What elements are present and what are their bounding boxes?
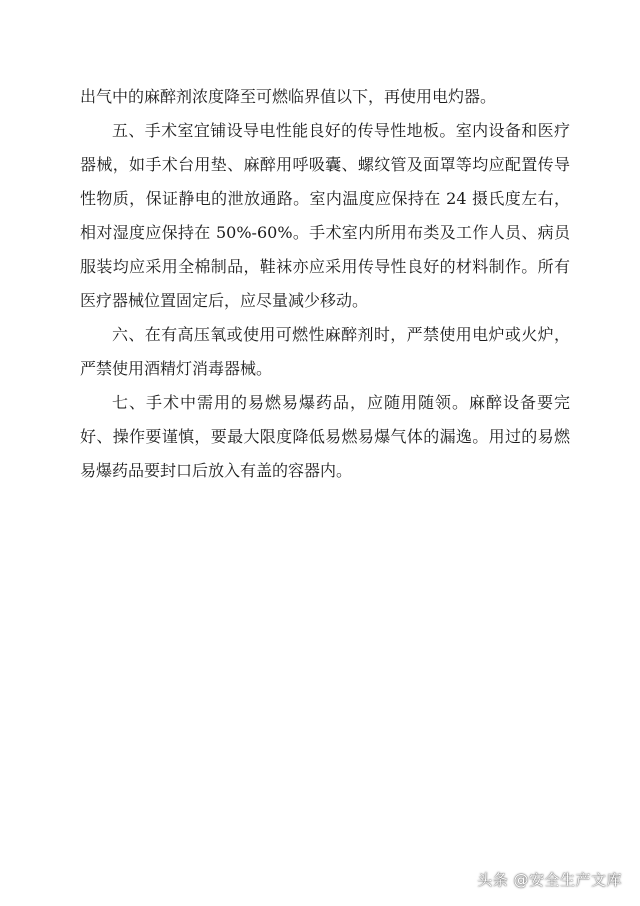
watermark-label: 头条 @安全生产文库 [477, 871, 622, 889]
paragraph-item-5: 五、手术室宜铺设导电性能良好的传导性地板。室内设备和医疗器械，如手术台用垫、麻醉用呼吸囊、螺纹管及面罩等均应配置传导性物质，保证静电的泄放通路。室内温度应保持在 24 摄氏度左右，相对湿度应保持在 50%-60%。手术室内所用布类及工作人员、病员服装均应采用全棉制品，鞋袜亦应采用传导性良好的材料制作。所有医疗器械位置固定后，应尽量减少移动。 [80, 121, 570, 310]
document-body [80, 80, 570, 488]
paragraph-item-7: 七、手术中需用的易燃易爆药品，应随用随领。麻醉设备要完好、操作要谨慎，要最大限度降低易燃易爆气体的漏逸。用过的易燃易爆药品要封口后放入有盖的容器内。 [80, 393, 570, 480]
paragraph-continuation: 出气中的麻醉剂浓度降至可燃临界值以下，再使用电灼器。 [80, 87, 497, 106]
paragraph-item-6: 六、在有高压氧或使用可燃性麻醉剂时，严禁使用电炉或火炉，严禁使用酒精灯消毒器械。 [80, 325, 570, 378]
